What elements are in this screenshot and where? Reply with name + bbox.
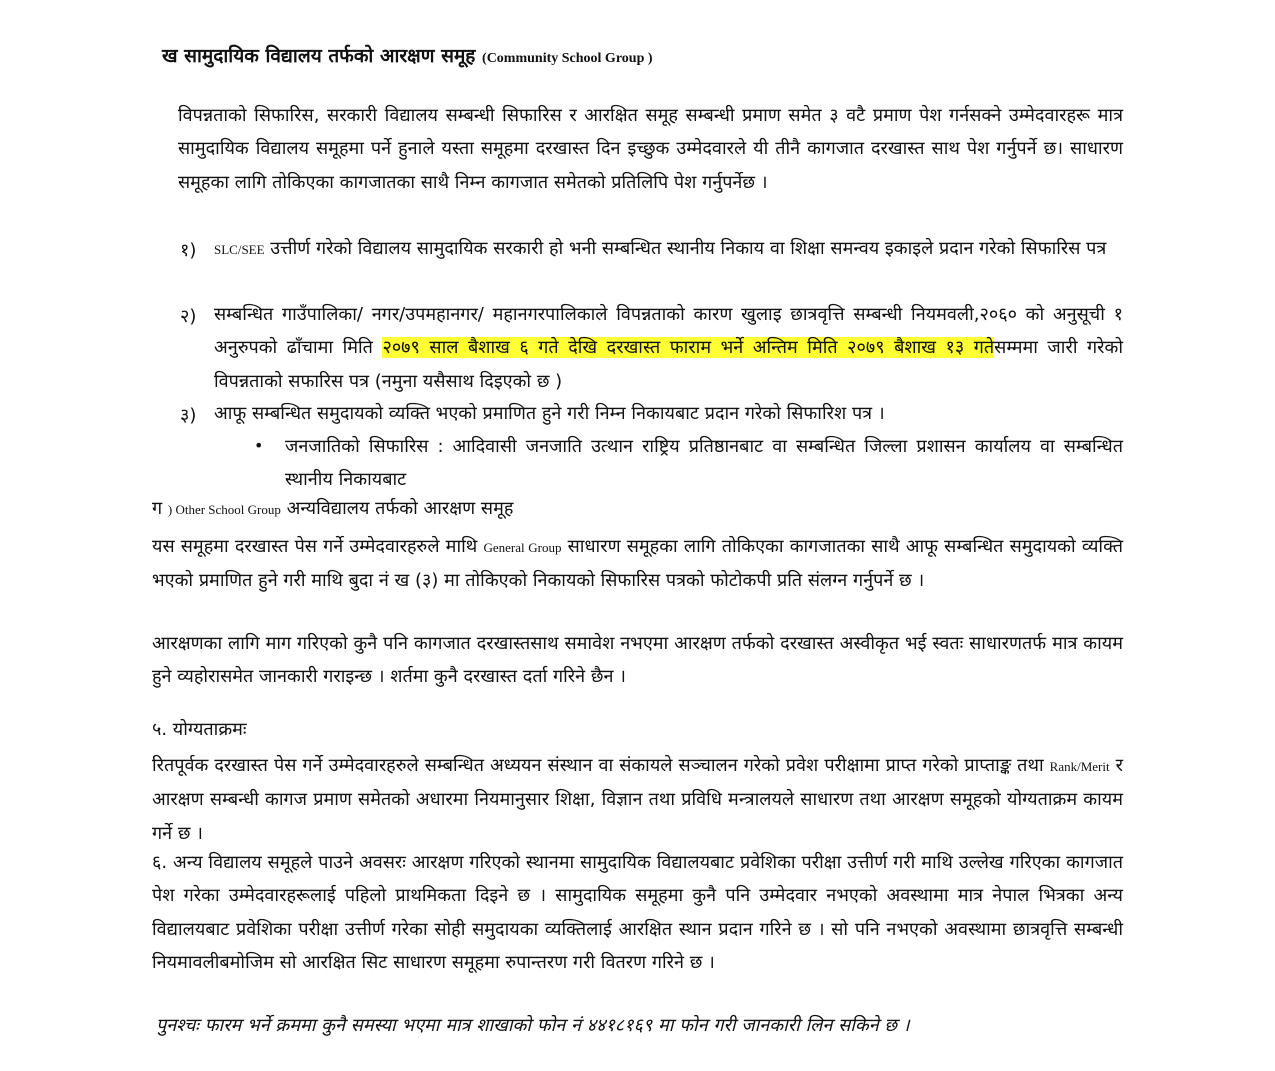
item-1-lead-en: SLC/SEE <box>214 242 265 257</box>
section-ga-heading <box>152 496 513 520</box>
section-ga-p1-after: साधारण समूहका लागि तोकिएका कागजातका साथै आफू सम्बन्धित समुदायको व्यक्ति भएको प्रमाणित हुने गरी माथि बुदा नं ख (३) मा तोकिएको निकायको सिफारिस पत्रको फोटोकपी प्रति संलग्न गर्नुपर्ने छ । <box>152 536 1123 592</box>
item-2-text-after: सम्ममा जारी गरेको विपन्नताको सफारिस पत्र (नमुना यसैसाथ दिइएको छ ) <box>214 337 1123 392</box>
section-ga-paragraph-2: आरक्षणका लागि माग गरिएको कुनै पनि कागजात दरखास्तसाथ समावेश नभएमा आरक्षण तर्फको दरखास्त अस्वीकृत भई स्वतः साधारणतर्फ मात्र कायम हुने व्यहोरासमेत जानकारी गराइन्छ । शर्तमा कुनै दरखास्त दर्ता गरिने छैन । <box>152 633 1123 688</box>
section-kha-intro: विपन्नताको सिफारिस, सरकारी विद्यालय सम्बन्धी सिफारिस र आरक्षित समूह सम्बन्धी प्रमाण समेत ३ वटै प्रमाण पेश गर्नसक्ने उम्मेदवारहरू मात्र सामुदायिक विद्यालय समूहमा पर्ने हुनाले यस्ता समूहमा दरखास्त दिन इच्छुक उम्मेदवारले यी तीनै कागजात दरखास्त साथ पेश गर्नुपर्ने छ। साधारण समूहका लागि तोकिएका कागजातका साथै निम्न कागजात समेतको प्रतिलिपि पेश गर्नुपर्नेछ । <box>178 105 1123 193</box>
section-ga-p1-before: यस समूहमा दरखास्त पेस गर्ने उम्मेदवारहरुले माथि <box>152 536 484 557</box>
item-3-number: ३) <box>180 405 197 426</box>
item-1-number: १) <box>180 240 197 261</box>
section-5-paragraph <box>152 749 1123 850</box>
section-ga-title: अन्यविद्यालय तर्फको आरक्षण समूह <box>280 498 514 519</box>
item-1-body: उत्तीर्ण गरेको विद्यालय सामुदायिक सरकारी हो भनी सम्बन्धित स्थानीय निकाय वा शिक्षा समन्वय इकाइले प्रदान गरेको सिफारिस पत्र <box>264 238 1107 259</box>
item-2-text <box>214 298 1123 398</box>
item-3-text: आफू सम्बन्धित समुदायको व्यक्ति भएको प्रमाणित हुने गरी निम्न निकायबाट प्रदान गरेको सिफारिश पत्र । <box>214 403 885 424</box>
section-ga-prefix: ग <box>152 498 163 519</box>
section-ga-p1-en: General Group <box>483 540 562 555</box>
section-5-p-after: र आरक्षण सम्बन्धी कागज प्रमाण समेतको अधारमा नियमानुसार शिक्षा, विज्ञान तथा प्रविधि मन्त्रालयले साधारण तथा आरक्षण समूहको योग्यताक्रम कायम गर्ने छ । <box>152 755 1123 844</box>
bullet-text: जनजातिको सिफारिस : आदिवासी जनजाति उत्थान राष्ट्रिय प्रतिष्ठानबाट वा सम्बन्धित जिल्ला प्रशासन कार्यालय वा सम्बन्धित स्थानीय निकायबाट <box>285 436 1123 491</box>
item-2-text-before: सम्बन्धित गाउँपालिका/ नगर/उपमहानगर/ महानगरपालिकाले विपन्नताको कारण खुलाइ छात्रवृत्ति सम्बन्धी नियमवली,२०६० को अनुसूची १ अनुरुपको ढाँचामा मिति <box>214 304 1123 359</box>
bullet-icon: • <box>254 436 264 455</box>
section-ga-title-en: ) Other School Group <box>167 502 281 517</box>
postscript-note: पुनश्चः फारम भर्ने क्रममा कुनै समस्या भएमा मात्र शाखाको फोन नं ४४१८१६९ मा फोन गरी जानकारी लिन सकिने छ । <box>156 1015 910 1036</box>
section-kha-title-en: (Community School Group ) <box>482 51 653 66</box>
section-5-p-en: Rank/Merit <box>1049 759 1110 774</box>
item-2-highlighted-date: २०७९ साल बैशाख ६ गते देखि दरखास्त फाराम भर्ने अन्तिम मिति २०७९ बैशाख १३ गते <box>382 337 995 359</box>
item-2-number: २) <box>180 306 197 327</box>
section-ga-paragraph-1 <box>152 530 1123 598</box>
section-kha-heading <box>162 42 653 68</box>
section-5-p-before: रितपूर्वक दरखास्त पेस गर्ने उम्मेदवारहरुले सम्बन्धित अध्ययन संस्थान वा संकायले सञ्चालन गरेको प्रवेश परीक्षामा प्राप्त गरेको प्राप्ताङ्क तथा <box>152 755 1050 776</box>
section-6-paragraph: ६. अन्य विद्यालय समूहले पाउने अवसरः आरक्षण गरिएको स्थानमा सामुदायिक विद्यालयबाट प्रवेशिका परीक्षा उत्तीर्ण गरी माथि उल्लेख गरिएका कागजात पेश गरेका उम्मेदवारहरूलाई पहिलो प्राथमिकता दिइने छ । सामुदायिक समूहमा कुनै पनि उम्मेदवार नभएको अवस्थामा मात्र नेपाल भित्रका अन्य विद्यालयबाट प्रवेशिका परीक्षा उत्तीर्ण गरेका सोही समुदायका व्यक्तिलाई आरक्षित स्थान प्रदान गरिने छ । सो पनि नभएको अवस्थामा छात्रवृत्ति सम्बन्धी नियमावलीबमोजिम सो आरक्षित सिट साधारण समूहमा रुपान्तरण गरी वितरण गरिने छ । <box>152 852 1123 974</box>
section-5-heading: ५. योग्यताक्रमः <box>152 719 247 740</box>
item-1-text <box>214 232 1123 266</box>
section-kha-title: ख सामुदायिक विद्यालय तर्फको आरक्षण समूह <box>162 45 476 67</box>
